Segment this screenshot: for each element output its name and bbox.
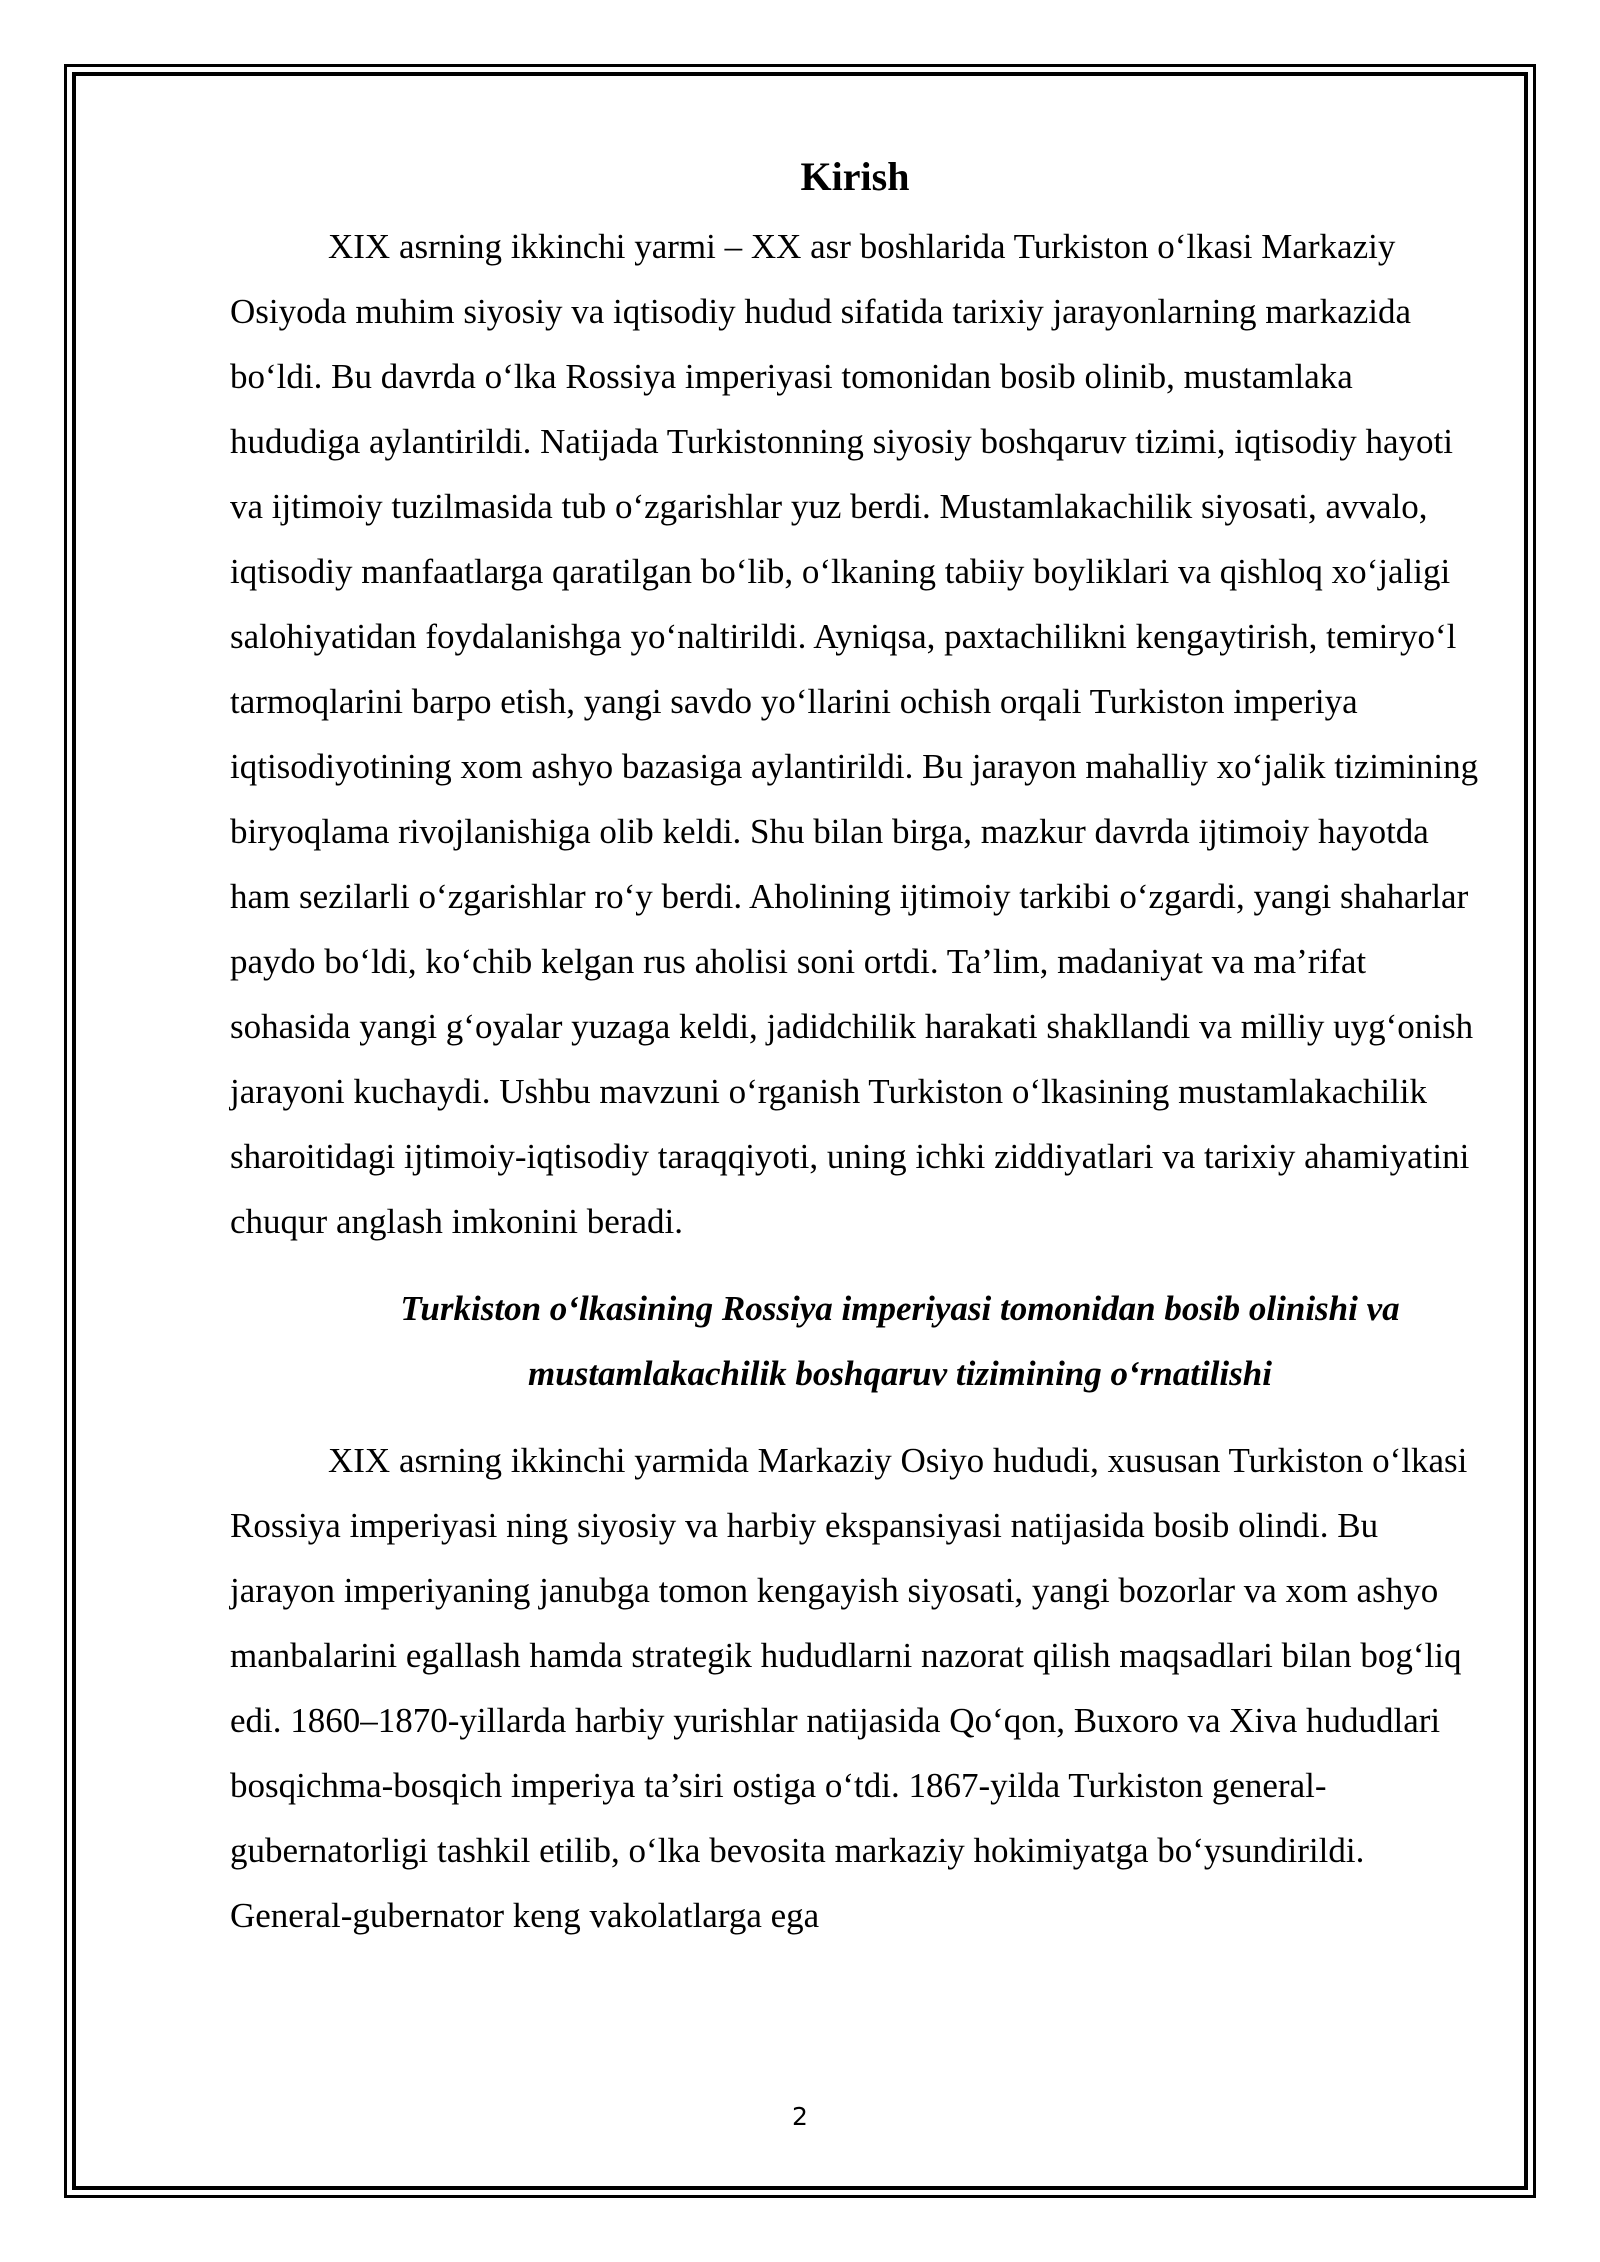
subheading-line-2: mustamlakachilik boshqaruv tizimining o‘rnatilishi	[528, 1354, 1272, 1393]
page-content	[230, 148, 1480, 1948]
page-heading: Kirish	[800, 154, 910, 199]
section-subheading	[230, 1276, 1480, 1406]
intro-paragraph: XIX asrning ikkinchi yarmi – XX asr boshlarida Turkiston o‘lkasi Markaziy Osiyoda muhim siyosiy va iqtisodiy hudud sifatida tarixiy jarayonlarning markazida bo‘ldi. Bu davrda o‘lka Rossiya imperiyasi tomonidan bosib olinib, mustamlaka hududiga aylantirildi. Natijada Turkistonning siyosiy boshqaruv tizimi, iqtisodiy hayoti va ijtimoiy tuzilmasida tub o‘zgarishlar yuz berdi. Mustamlakachilik siyosati, avvalo, iqtisodiy manfaatlarga qaratilgan bo‘lib, o‘lkaning tabiiy boyliklari va qishloq xo‘jaligi salohiyatidan foydalanishga yo‘naltirildi. Ayniqsa, paxtachilikni kengaytirish, temiryo‘l tarmoqlarini barpo etish, yangi savdo yo‘llarini ochish orqali Turkiston imperiya iqtisodiyotining xom ashyo bazasiga aylantirildi. Bu jarayon mahalliy xo‘jalik tizimining biryoqlama rivojlanishiga olib keldi. Shu bilan birga, mazkur davrda ijtimoiy hayotda ham sezilarli o‘zgarishlar ro‘y berdi. Aholining ijtimoiy tarkibi o‘zgardi, yangi shaharlar paydo bo‘ldi, ko‘chib kelgan rus aholisi soni ortdi. Ta’lim, madaniyat va ma’rifat sohasida yangi g‘oyalar yuzaga keldi, jadidchilik harakati shakllandi va milliy uyg‘onish jarayoni kuchaydi. Ushbu mavzuni o‘rganish Turkiston o‘lkasining mustamlakachilik sharoitidagi ijtimoiy-iqtisodiy taraqqiyoti, uning ichki ziddiyatlari va tarixiy ahamiyatini chuqur anglash imkonini beradi.	[230, 227, 1479, 1241]
section-paragraph: XIX asrning ikkinchi yarmida Markaziy Osiyo hududi, xususan Turkiston o‘lkasi Rossiya imperiyasi ning siyosiy va harbiy ekspansiyasi natijasida bosib olindi. Bu jarayon imperiyaning janubga tomon kengayish siyosati, yangi bozorlar va xom ashyo manbalarini egallash hamda strategik hududlarni nazorat qilish maqsadlari bilan bog‘liq edi. 1860–1870-yillarda harbiy yurishlar natijasida Qo‘qon, Buxoro va Xiva hududlari bosqichma-bosqich imperiya ta’siri ostiga o‘tdi. 1867-yilda Turkiston general-gubernatorligi tashkil etilib, o‘lka bevosita markaziy hokimiyatga bo‘ysundirildi. General-gubernator keng vakolatlarga ega	[230, 1441, 1468, 1935]
subheading-line-1: Turkiston o‘lkasining Rossiya imperiyasi tomonidan bosib olinishi va	[400, 1289, 1400, 1328]
page-number: 2	[792, 2102, 808, 2131]
